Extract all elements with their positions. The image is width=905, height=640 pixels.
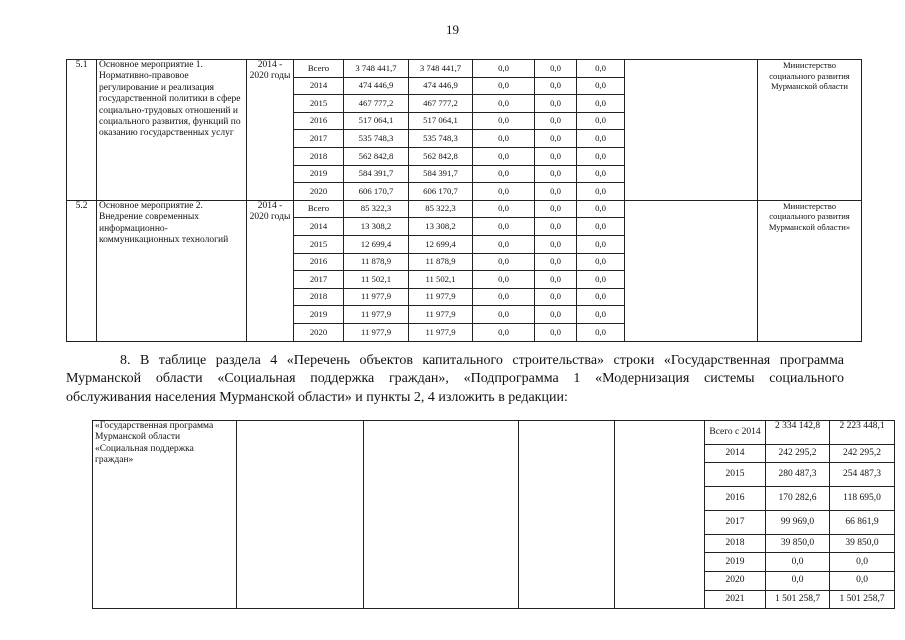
table-cell: 99 969,0 (766, 511, 830, 535)
table-cell: 0,0 (577, 95, 625, 113)
empty-cell (615, 421, 705, 609)
table-cell: 0,0 (473, 147, 535, 165)
table-cell: 517 064,1 (409, 112, 473, 130)
measure-period: 2014 - 2020 годы (247, 200, 294, 341)
table-cell: 0,0 (535, 253, 577, 271)
table-cell: 0,0 (473, 60, 535, 78)
measure-period: 2014 - 2020 годы (247, 60, 294, 201)
empty-cell (364, 421, 519, 609)
measure-number: 5.2 (67, 200, 97, 341)
table-cell: 2020 (294, 323, 344, 341)
paragraph-line-3: обслуживания населения Мурманской области» и пункты 2, 4 изложить в редакции: (66, 389, 568, 405)
table-cell: 0,0 (473, 253, 535, 271)
table-cell: 0,0 (830, 572, 895, 591)
table-cell: 3 748 441,7 (409, 60, 473, 78)
table-cell: 85 322,3 (409, 200, 473, 218)
table-cell: 0,0 (830, 553, 895, 572)
table-cell: 0,0 (577, 183, 625, 201)
measure-executor: Министерство социального развития Мурманской области (758, 60, 862, 201)
table-cell: 0,0 (473, 77, 535, 95)
table-cell: 11 977,9 (344, 306, 409, 324)
table-cell: 0,0 (473, 130, 535, 148)
table-cell: 0,0 (577, 218, 625, 236)
table-cell: 0,0 (577, 130, 625, 148)
table-cell: Всего (294, 60, 344, 78)
table-row (93, 421, 895, 445)
table-cell: 66 861,9 (830, 511, 895, 535)
section-8-paragraph (66, 352, 844, 407)
table-cell: 2016 (294, 253, 344, 271)
table-cell: 535 748,3 (409, 130, 473, 148)
table-cell: 0,0 (535, 77, 577, 95)
table-cell: 0,0 (577, 253, 625, 271)
empty-cell (519, 421, 615, 609)
table-cell: 562 842,8 (409, 147, 473, 165)
table-cell: 2021 (705, 590, 766, 609)
table-cell: 0,0 (535, 235, 577, 253)
table-cell: 0,0 (577, 147, 625, 165)
table-cell: 3 748 441,7 (344, 60, 409, 78)
measure-executor: Министерство социального развития Мурманской области» (758, 200, 862, 341)
table-row (67, 200, 862, 218)
table-cell: 2018 (294, 288, 344, 306)
table-cell: 2016 (705, 487, 766, 511)
table-cell: 606 170,7 (344, 183, 409, 201)
table-cell: 0,0 (577, 60, 625, 78)
table-cell: 474 446,9 (409, 77, 473, 95)
table-cell: 2014 (705, 444, 766, 463)
table-cell: 2019 (705, 553, 766, 572)
table-cell: 0,0 (535, 165, 577, 183)
table-cell: 0,0 (535, 271, 577, 289)
table-cell: 39 850,0 (766, 534, 830, 553)
table-cell: 2016 (294, 112, 344, 130)
table-cell: 242 295,2 (830, 444, 895, 463)
table-cell: 2014 (294, 218, 344, 236)
table-cell: 2015 (705, 463, 766, 487)
table-cell: 13 308,2 (409, 218, 473, 236)
table-cell: 1 501 258,7 (766, 590, 830, 609)
table-cell: 606 170,7 (409, 183, 473, 201)
table-cell: 584 391,7 (344, 165, 409, 183)
table-cell: 474 446,9 (344, 77, 409, 95)
measure-name: Основное мероприятие 1. Нормативно-правовое регулирование и реализация государственной политики в сфере социально-трудовых отношений и социального развития, функций по оказанию государственных услуг (97, 60, 247, 201)
table-cell: 0,0 (577, 288, 625, 306)
table-cell: Всего (294, 200, 344, 218)
program-name: «Государственная программа Мурманской области «Социальная поддержка граждан» (93, 421, 237, 609)
table-cell: 2017 (705, 511, 766, 535)
table-cell: 0,0 (535, 183, 577, 201)
table-cell: 2014 (294, 77, 344, 95)
table-cell: 2018 (294, 147, 344, 165)
table-cell: 2019 (294, 306, 344, 324)
table-cell: 1 501 258,7 (830, 590, 895, 609)
table-cell: 0,0 (535, 200, 577, 218)
table-cell: 11 977,9 (409, 288, 473, 306)
table-cell: 280 487,3 (766, 463, 830, 487)
table-cell: 0,0 (535, 323, 577, 341)
table-cell: 11 977,9 (344, 288, 409, 306)
table-cell: 2 223 448,1 (830, 421, 895, 445)
table-cell: 2017 (294, 271, 344, 289)
table-cell: 562 842,8 (344, 147, 409, 165)
table-cell: 11 977,9 (344, 323, 409, 341)
table-cell: 584 391,7 (409, 165, 473, 183)
table-cell: 0,0 (473, 165, 535, 183)
table-cell: 0,0 (473, 218, 535, 236)
table-cell: 12 699,4 (344, 235, 409, 253)
table-cell: 467 777,2 (344, 95, 409, 113)
table-cell: 2 334 142,8 (766, 421, 830, 445)
table-cell: 2015 (294, 95, 344, 113)
table-cell: 242 295,2 (766, 444, 830, 463)
table-cell: 0,0 (577, 271, 625, 289)
table-cell: 11 878,9 (344, 253, 409, 271)
table-cell: 11 977,9 (409, 306, 473, 324)
table-cell: 254 487,3 (830, 463, 895, 487)
table-cell: 0,0 (535, 112, 577, 130)
paragraph-line-1: 8. В таблице раздела 4 «Перечень объектов капитального строительства» строки «Государственная программа (120, 353, 844, 368)
table-cell: 39 850,0 (830, 534, 895, 553)
table-cell: 0,0 (473, 95, 535, 113)
table-cell: 11 502,1 (344, 271, 409, 289)
table-cell: 0,0 (577, 323, 625, 341)
table-cell: 0,0 (766, 572, 830, 591)
table-cell: 2015 (294, 235, 344, 253)
measures-table (66, 59, 862, 342)
table-cell: 0,0 (577, 112, 625, 130)
table-cell: 0,0 (535, 130, 577, 148)
measure-name: Основное мероприятие 2. Внедрение современных информационно-коммуникационных технологий (97, 200, 247, 341)
table-cell: 0,0 (535, 95, 577, 113)
table-cell: 11 977,9 (409, 323, 473, 341)
table-cell: 0,0 (535, 60, 577, 78)
table-cell: 0,0 (473, 306, 535, 324)
paragraph-line-2: Мурманской области «Социальная поддержка граждан», «Подпрограмма 1 «Модернизация системы социального (66, 371, 844, 387)
table-cell: 2019 (294, 165, 344, 183)
table-cell: 0,0 (577, 165, 625, 183)
table-cell: 0,0 (577, 235, 625, 253)
table-cell: 0,0 (766, 553, 830, 572)
table-cell: 0,0 (577, 77, 625, 95)
empty-cell (625, 60, 758, 201)
table-cell: 2018 (705, 534, 766, 553)
measure-number: 5.1 (67, 60, 97, 201)
table-cell: 85 322,3 (344, 200, 409, 218)
table-cell: 517 064,1 (344, 112, 409, 130)
table-cell: Всего с 2014 (705, 421, 766, 445)
table-cell: 0,0 (473, 200, 535, 218)
table-cell: 0,0 (577, 306, 625, 324)
page-number: 19 (446, 22, 459, 37)
table-cell: 0,0 (473, 323, 535, 341)
table-cell: 170 282,6 (766, 487, 830, 511)
table-cell: 0,0 (473, 112, 535, 130)
table-cell: 535 748,3 (344, 130, 409, 148)
table-cell: 0,0 (535, 306, 577, 324)
table-cell: 0,0 (473, 235, 535, 253)
table-cell: 0,0 (535, 218, 577, 236)
table-row (67, 60, 862, 78)
empty-cell (625, 200, 758, 341)
table-cell: 0,0 (473, 271, 535, 289)
table-cell: 118 695,0 (830, 487, 895, 511)
table-cell: 11 878,9 (409, 253, 473, 271)
table-cell: 2020 (294, 183, 344, 201)
table-cell: 0,0 (577, 200, 625, 218)
table-cell: 0,0 (535, 288, 577, 306)
table-cell: 13 308,2 (344, 218, 409, 236)
table-cell: 11 502,1 (409, 271, 473, 289)
table-cell: 2017 (294, 130, 344, 148)
table-cell: 0,0 (473, 288, 535, 306)
table-cell: 12 699,4 (409, 235, 473, 253)
table-cell: 2020 (705, 572, 766, 591)
construction-objects-table (92, 420, 895, 609)
table-cell: 0,0 (535, 147, 577, 165)
empty-cell (237, 421, 364, 609)
table-cell: 0,0 (473, 183, 535, 201)
table-cell: 467 777,2 (409, 95, 473, 113)
